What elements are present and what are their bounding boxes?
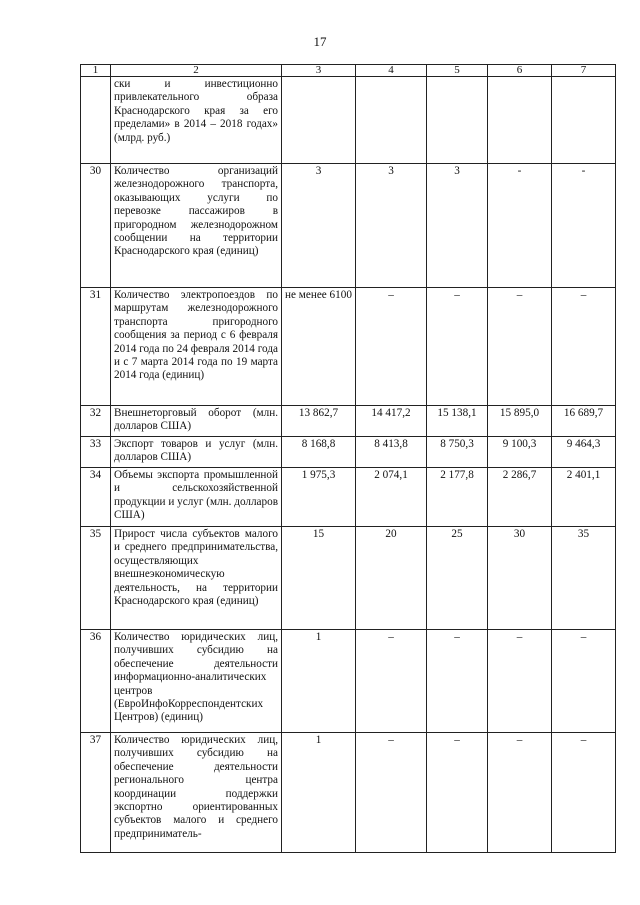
header-cell: 3 bbox=[282, 65, 356, 77]
value-cell: 15 bbox=[282, 527, 356, 630]
row-number: 37 bbox=[81, 733, 111, 853]
value-cell: 1 bbox=[282, 630, 356, 733]
indicator-name: Прирост числа субъектов малого и среднего предпринимательства, осуществляющих внешнеэкономическую деятельность, на территории Краснодарского края (единиц) bbox=[111, 527, 282, 630]
value-cell: – bbox=[427, 288, 488, 406]
indicator-name: ски и инвестиционно привлекательного образа Краснодарского края за его пределами» в 2014 – 2018 годах» (млрд. руб.) bbox=[111, 77, 282, 164]
value-cell: 25 bbox=[427, 527, 488, 630]
value-cell bbox=[552, 77, 616, 164]
page-number: 17 bbox=[313, 34, 327, 49]
value-cell: – bbox=[488, 288, 552, 406]
header-cell: 2 bbox=[111, 65, 282, 77]
value-cell: 3 bbox=[427, 164, 488, 288]
row-number: 30 bbox=[81, 164, 111, 288]
value-cell: - bbox=[488, 164, 552, 288]
indicator-name: Экспорт товаров и услуг (млн. долларов США) bbox=[111, 437, 282, 468]
value-cell: 15 895,0 bbox=[488, 406, 552, 437]
value-cell: – bbox=[356, 733, 427, 853]
table-row bbox=[81, 468, 616, 527]
header-cell: 5 bbox=[427, 65, 488, 77]
value-cell: 3 bbox=[356, 164, 427, 288]
header-cell: 6 bbox=[488, 65, 552, 77]
row-number: 32 bbox=[81, 406, 111, 437]
value-cell: 8 413,8 bbox=[356, 437, 427, 468]
indicator-name: Количество юридических лиц, получивших субсидию на обеспечение деятельности регионального центра координации поддержки экспортно ориентированных субъектов малого и среднего предприниматель- bbox=[111, 733, 282, 853]
value-cell: - bbox=[552, 164, 616, 288]
value-cell: – bbox=[427, 733, 488, 853]
value-cell: 2 074,1 bbox=[356, 468, 427, 527]
table-row bbox=[81, 733, 616, 853]
value-cell: 8 168,8 bbox=[282, 437, 356, 468]
header-cell: 7 bbox=[552, 65, 616, 77]
value-cell: 14 417,2 bbox=[356, 406, 427, 437]
value-cell bbox=[488, 77, 552, 164]
table-row bbox=[81, 437, 616, 468]
indicator-name: Количество электропоездов по маршрутам железнодорожного транспорта пригородного сообщения за период с 6 февраля 2014 года по 24 февраля 2014 года и с 7 марта 2014 года по 19 марта 2014 года (единиц) bbox=[111, 288, 282, 406]
value-cell: 1 bbox=[282, 733, 356, 853]
table-header-row bbox=[81, 65, 616, 77]
value-cell: – bbox=[488, 630, 552, 733]
value-cell: – bbox=[552, 630, 616, 733]
table-row bbox=[81, 527, 616, 630]
value-cell: – bbox=[427, 630, 488, 733]
value-cell: 2 286,7 bbox=[488, 468, 552, 527]
value-cell: 2 177,8 bbox=[427, 468, 488, 527]
value-cell: 2 401,1 bbox=[552, 468, 616, 527]
value-cell: 8 750,3 bbox=[427, 437, 488, 468]
value-cell: – bbox=[356, 288, 427, 406]
value-cell bbox=[282, 77, 356, 164]
indicator-name: Внешнеторговый оборот (млн. долларов США) bbox=[111, 406, 282, 437]
value-cell: 15 138,1 bbox=[427, 406, 488, 437]
value-cell: 30 bbox=[488, 527, 552, 630]
value-cell: – bbox=[356, 630, 427, 733]
header-cell: 4 bbox=[356, 65, 427, 77]
indicator-name: Количество организаций железнодорожного транспорта, оказывающих услуги по перевозке пассажиров в пригородном железнодорожном сообщении на территории Краснодарского края (единиц) bbox=[111, 164, 282, 288]
value-cell: – bbox=[552, 288, 616, 406]
indicators-table bbox=[80, 64, 616, 853]
row-number: 35 bbox=[81, 527, 111, 630]
value-cell: 35 bbox=[552, 527, 616, 630]
indicator-name: Количество юридических лиц, получивших субсидию на обеспечение деятельности информационно-аналитических центров (ЕвроИнфоКорреспондентских Центров) (единиц) bbox=[111, 630, 282, 733]
row-number: 31 bbox=[81, 288, 111, 406]
row-number: 36 bbox=[81, 630, 111, 733]
value-cell: – bbox=[488, 733, 552, 853]
indicator-name: Объемы экспорта промышленной и сельскохозяйственной продукции и услуг (млн. долларов США) bbox=[111, 468, 282, 527]
value-cell: – bbox=[552, 733, 616, 853]
value-cell: 9 464,3 bbox=[552, 437, 616, 468]
value-cell: 9 100,3 bbox=[488, 437, 552, 468]
row-number bbox=[81, 77, 111, 164]
row-number: 34 bbox=[81, 468, 111, 527]
table-row bbox=[81, 77, 616, 164]
table-row bbox=[81, 406, 616, 437]
value-cell bbox=[427, 77, 488, 164]
table-row bbox=[81, 164, 616, 288]
header-cell: 1 bbox=[81, 65, 111, 77]
value-cell: 3 bbox=[282, 164, 356, 288]
value-cell: 1 975,3 bbox=[282, 468, 356, 527]
value-cell: 20 bbox=[356, 527, 427, 630]
table-row bbox=[81, 288, 616, 406]
row-number: 33 bbox=[81, 437, 111, 468]
value-cell bbox=[356, 77, 427, 164]
value-cell: 13 862,7 bbox=[282, 406, 356, 437]
table-row bbox=[81, 630, 616, 733]
value-cell: не менее 6100 bbox=[282, 288, 356, 406]
value-cell: 16 689,7 bbox=[552, 406, 616, 437]
